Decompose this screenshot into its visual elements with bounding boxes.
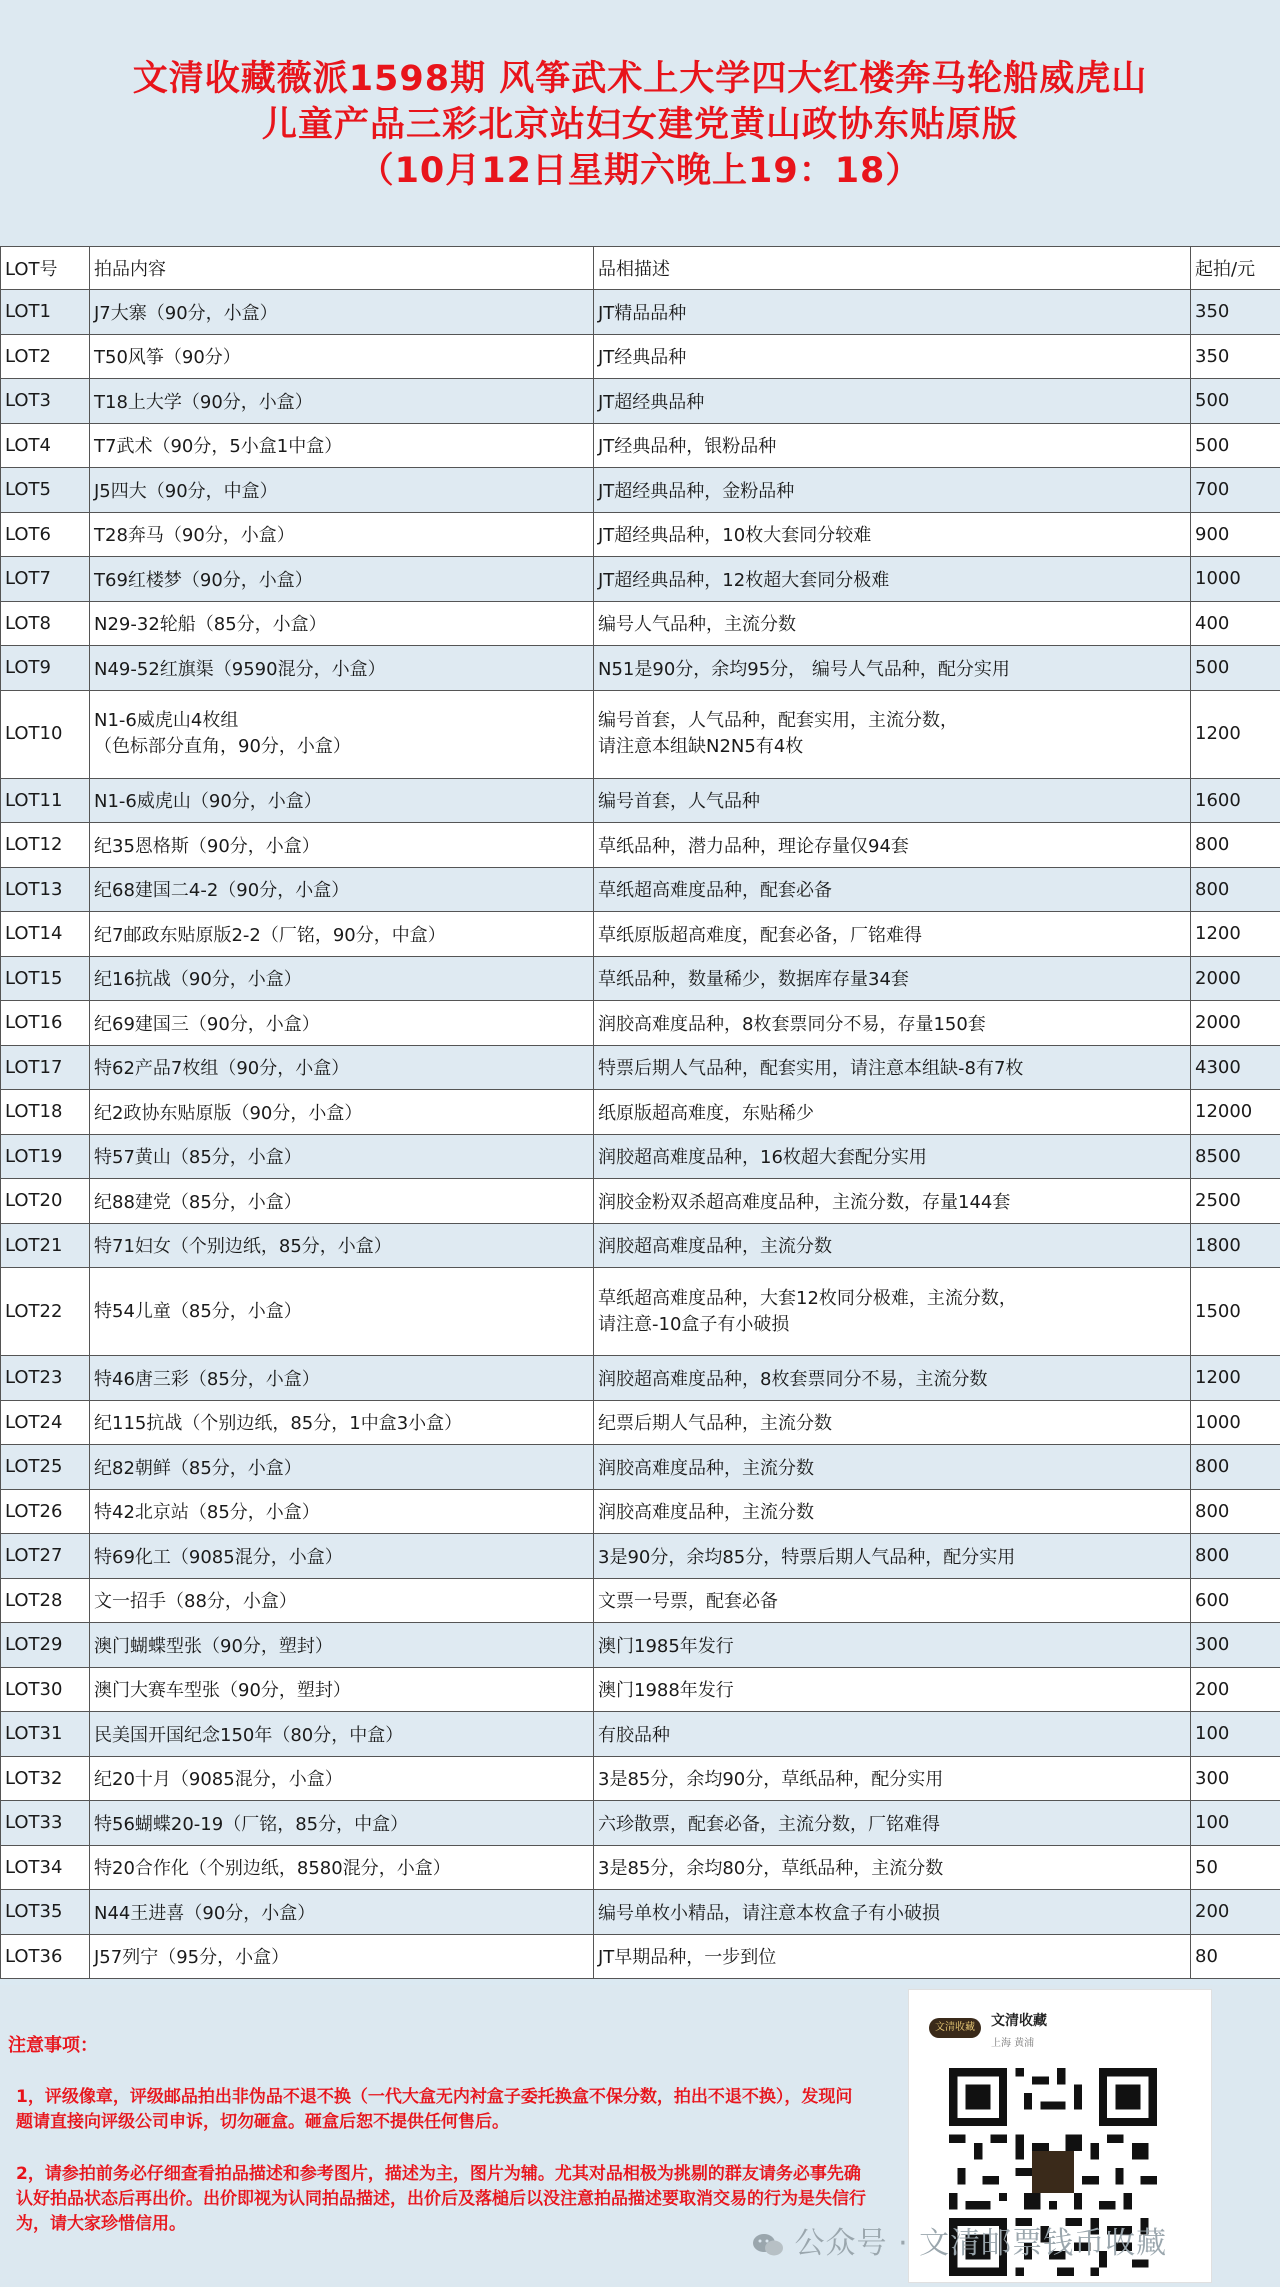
table-row [1,423,1280,468]
column-header-description: 品相描述 [594,247,1191,290]
description-cell: JT超经典品种 [594,379,1191,424]
table-row [1,1712,1280,1757]
item-cell: J57列宁（95分，小盒） [90,1934,594,1979]
description-cell: 编号人气品种，主流分数 [594,601,1191,646]
description-cell: JT超经典品种，12枚超大套同分极难 [594,557,1191,602]
table-row [1,867,1280,912]
item-cell: 特62产品7枚组（90分，小盒） [90,1045,594,1090]
price-cell: 100 [1191,1801,1280,1846]
table-row [1,1445,1280,1490]
price-cell: 350 [1191,290,1280,335]
lot-cell: LOT2 [1,334,90,379]
qr-account-location: 上海 黄浦 [991,2038,1035,2049]
wechat-icon [752,2232,784,2258]
item-cell: N1-6威虎山（90分，小盒） [90,778,594,823]
header-title-line1: 文清收藏薇派1598期 风筝武术上大学四大红楼奔马轮船威虎山 [132,59,1148,99]
notes-paragraph-2: 2，请参拍前务必仔细查看拍品描述和参考图片，描述为主，图片为辅。尤其对品相极为挑剔的群友请务必事先确认好拍品状态后再出价。出价即视为认同拍品描述，出价后及落槌后以没注意拍品描述要取消交易的行为是失信行为，请大家珍惜信用。 [16,2164,866,2234]
table-row [1,1578,1280,1623]
notes-paragraph-1: 1，评级像章，评级邮品拍出非伪品不退不换（一代大盒无内衬盒子委托换盒不保分数，拍出不退不换），发现问题请直接向评级公司申诉，切勿砸盒。砸盒后恕不提供任何售后。 [16,2087,853,2132]
price-cell: 1200 [1191,912,1280,957]
table-row [1,1534,1280,1579]
table-row [1,379,1280,424]
description-cell: N51是90分，余均95分， 编号人气品种，配分实用 [594,646,1191,691]
price-cell: 200 [1191,1667,1280,1712]
description-cell: 润胶高难度品种，8枚套票同分不易，存量150套 [594,1001,1191,1046]
price-cell: 1800 [1191,1223,1280,1268]
price-cell: 1500 [1191,1268,1280,1356]
lot-cell: LOT21 [1,1223,90,1268]
price-cell: 1200 [1191,1356,1280,1401]
item-cell: N49-52红旗渠（9590混分，小盒） [90,646,594,691]
table-row [1,290,1280,335]
table-row [1,1623,1280,1668]
price-cell: 800 [1191,1534,1280,1579]
lot-cell: LOT27 [1,1534,90,1579]
table-row [1,1356,1280,1401]
table-row [1,912,1280,957]
table-row [1,1890,1280,1935]
lot-cell: LOT11 [1,778,90,823]
item-cell: 纪82朝鲜（85分，小盒） [90,1445,594,1490]
description-cell: 草纸原版超高难度，配套必备，厂铭难得 [594,912,1191,957]
item-cell: 特57黄山（85分，小盒） [90,1134,594,1179]
item-cell: N1-6威虎山4枚组 （色标部分直角，90分，小盒） [90,690,594,778]
price-cell: 1200 [1191,690,1280,778]
description-cell: 润胶金粉双杀超高难度品种，主流分数，存量144套 [594,1179,1191,1224]
item-cell: 特20合作化（个别边纸，8580混分，小盒） [90,1845,594,1890]
item-cell: T50风筝（90分） [90,334,594,379]
qr-account-name: 文清收藏 [991,2013,1047,2029]
table-row [1,1845,1280,1890]
price-cell: 2000 [1191,1001,1280,1046]
lot-cell: LOT24 [1,1400,90,1445]
price-cell: 1000 [1191,1400,1280,1445]
table-row [1,1001,1280,1046]
table-row [1,1090,1280,1135]
lot-cell: LOT20 [1,1179,90,1224]
description-cell: JT经典品种 [594,334,1191,379]
header-date-line: （10月12日星期六晚上19：18） [358,151,922,191]
item-cell: 民美国开国纪念150年（80分，中盒） [90,1712,594,1757]
description-cell: 编号首套，人气品种 [594,778,1191,823]
table-row [1,468,1280,513]
lot-cell: LOT28 [1,1578,90,1623]
item-cell: 纪35恩格斯（90分，小盒） [90,823,594,868]
table-row [1,1179,1280,1224]
description-cell: 3是90分，余均85分，特票后期人气品种，配分实用 [594,1534,1191,1579]
item-cell: 特69化工（9085混分，小盒） [90,1534,594,1579]
price-cell: 800 [1191,1445,1280,1490]
item-cell: 澳门蝴蝶型张（90分，塑封） [90,1623,594,1668]
description-cell: JT超经典品种，10枚大套同分较难 [594,512,1191,557]
table-row [1,690,1280,778]
description-cell: 润胶超高难度品种，8枚套票同分不易，主流分数 [594,1356,1191,1401]
price-cell: 800 [1191,867,1280,912]
description-cell: 澳门1985年发行 [594,1623,1191,1668]
description-cell: 3是85分，余均90分，草纸品种，配分实用 [594,1756,1191,1801]
item-cell: 特54儿童（85分，小盒） [90,1268,594,1356]
lot-cell: LOT7 [1,557,90,602]
price-cell: 500 [1191,423,1280,468]
description-cell: 纪票后期人气品种，主流分数 [594,1400,1191,1445]
price-cell: 500 [1191,646,1280,691]
table-row [1,557,1280,602]
lot-cell: LOT16 [1,1001,90,1046]
lot-cell: LOT22 [1,1268,90,1356]
lot-cell: LOT23 [1,1356,90,1401]
description-cell: 编号单枚小精品，请注意本枚盒子有小破损 [594,1890,1191,1935]
price-cell: 300 [1191,1623,1280,1668]
item-cell: T28奔马（90分，小盒） [90,512,594,557]
price-cell: 300 [1191,1756,1280,1801]
lot-cell: LOT36 [1,1934,90,1979]
table-row [1,1934,1280,1979]
column-header-price: 起拍/元 [1191,247,1280,290]
item-cell: 纪20十月（9085混分，小盒） [90,1756,594,1801]
lot-cell: LOT15 [1,956,90,1001]
description-cell: 润胶高难度品种，主流分数 [594,1489,1191,1534]
item-cell: 纪16抗战（90分，小盒） [90,956,594,1001]
lot-cell: LOT5 [1,468,90,513]
lot-cell: LOT12 [1,823,90,868]
table-row [1,1756,1280,1801]
description-cell: 草纸超高难度品种，配套必备 [594,867,1191,912]
description-cell: 润胶超高难度品种，16枚超大套配分实用 [594,1134,1191,1179]
item-cell: 特56蝴蝶20-19（厂铭，85分，中盒） [90,1801,594,1846]
lot-cell: LOT13 [1,867,90,912]
price-cell: 500 [1191,379,1280,424]
item-cell: T69红楼梦（90分，小盒） [90,557,594,602]
lot-cell: LOT31 [1,1712,90,1757]
table-row [1,1134,1280,1179]
lot-cell: LOT4 [1,423,90,468]
item-cell: 特42北京站（85分，小盒） [90,1489,594,1534]
item-cell: T7武术（90分，5小盒1中盒） [90,423,594,468]
price-cell: 1600 [1191,778,1280,823]
column-header-item: 拍品内容 [90,247,594,290]
table-row [1,823,1280,868]
lot-cell: LOT19 [1,1134,90,1179]
notes-title: 注意事项： [8,2035,98,2056]
lot-cell: LOT29 [1,1623,90,1668]
description-cell: 六珍散票，配套必备，主流分数，厂铭难得 [594,1801,1191,1846]
lot-cell: LOT14 [1,912,90,957]
price-cell: 1000 [1191,557,1280,602]
item-cell: 特46唐三彩（85分，小盒） [90,1356,594,1401]
description-cell: 草纸超高难度品种，大套12枚同分极难，主流分数， 请注意-10盒子有小破损 [594,1268,1191,1356]
item-cell: 澳门大赛车型张（90分，塑封） [90,1667,594,1712]
description-cell: 草纸品种，数量稀少，数据库存量34套 [594,956,1191,1001]
description-cell: 3是85分，余均80分，草纸品种，主流分数 [594,1845,1191,1890]
description-cell: 润胶超高难度品种，主流分数 [594,1223,1191,1268]
item-cell: 纪88建党（85分，小盒） [90,1179,594,1224]
description-cell: JT超经典品种，金粉品种 [594,468,1191,513]
price-cell: 8500 [1191,1134,1280,1179]
item-cell: 纪115抗战（个别边纸，85分，1中盒3小盒） [90,1400,594,1445]
item-cell: T18上大学（90分，小盒） [90,379,594,424]
lot-cell: LOT34 [1,1845,90,1890]
lot-cell: LOT32 [1,1756,90,1801]
column-header-lot: LOT号 [1,247,90,290]
description-cell: JT精品品种 [594,290,1191,335]
brand-logo: 文清收藏 [929,2018,981,2038]
price-cell: 2000 [1191,956,1280,1001]
lot-cell: LOT33 [1,1801,90,1846]
lot-cell: LOT1 [1,290,90,335]
item-cell: N44王进喜（90分，小盒） [90,1890,594,1935]
table-row [1,601,1280,646]
price-cell: 900 [1191,512,1280,557]
description-cell: 特票后期人气品种，配套实用，请注意本组缺-8有7枚 [594,1045,1191,1090]
price-cell: 700 [1191,468,1280,513]
table-row [1,778,1280,823]
table-row [1,646,1280,691]
item-cell: 文一招手（88分，小盒） [90,1578,594,1623]
auction-table [0,246,1280,1979]
lot-cell: LOT35 [1,1890,90,1935]
price-cell: 800 [1191,1489,1280,1534]
table-body [1,290,1280,1979]
table-row [1,1045,1280,1090]
description-cell: 润胶高难度品种，主流分数 [594,1445,1191,1490]
table-row [1,1667,1280,1712]
lot-cell: LOT3 [1,379,90,424]
price-cell: 200 [1191,1890,1280,1935]
description-cell: 有胶品种 [594,1712,1191,1757]
table-row [1,1268,1280,1356]
table-header-row [1,247,1280,290]
watermark-text: 公众号 · 文清邮票钱币收藏 [794,2226,1168,2261]
item-cell: J5四大（90分，中盒） [90,468,594,513]
price-cell: 400 [1191,601,1280,646]
item-cell: 特71妇女（个别边纸，85分，小盒） [90,1223,594,1268]
table-row [1,1489,1280,1534]
price-cell: 12000 [1191,1090,1280,1135]
description-cell: JT经典品种，银粉品种 [594,423,1191,468]
description-cell: JT早期品种，一步到位 [594,1934,1191,1979]
description-cell: 澳门1988年发行 [594,1667,1191,1712]
price-cell: 50 [1191,1845,1280,1890]
lot-cell: LOT10 [1,690,90,778]
lot-cell: LOT8 [1,601,90,646]
description-cell: 文票一号票，配套必备 [594,1578,1191,1623]
table-row [1,956,1280,1001]
lot-cell: LOT26 [1,1489,90,1534]
description-cell: 草纸品种，潜力品种，理论存量仅94套 [594,823,1191,868]
price-cell: 800 [1191,823,1280,868]
description-cell: 纸原版超高难度，东贴稀少 [594,1090,1191,1135]
item-cell: 纪69建国三（90分，小盒） [90,1001,594,1046]
lot-cell: LOT6 [1,512,90,557]
description-cell: 编号首套，人气品种，配套实用，主流分数， 请注意本组缺N2N5有4枚 [594,690,1191,778]
table-row [1,512,1280,557]
table-row [1,1400,1280,1445]
lot-cell: LOT9 [1,646,90,691]
header-title-line2: 儿童产品三彩北京站妇女建党黄山政协东贴原版 [261,105,1018,145]
item-cell: 纪2政协东贴原版（90分，小盒） [90,1090,594,1135]
table-row [1,1223,1280,1268]
price-cell: 350 [1191,334,1280,379]
lot-cell: LOT18 [1,1090,90,1135]
lot-cell: LOT25 [1,1445,90,1490]
lot-cell: LOT17 [1,1045,90,1090]
price-cell: 2500 [1191,1179,1280,1224]
item-cell: 纪68建国二4-2（90分，小盒） [90,867,594,912]
lot-cell: LOT30 [1,1667,90,1712]
table-row [1,334,1280,379]
item-cell: J7大寨（90分，小盒） [90,290,594,335]
table-row [1,1801,1280,1846]
price-cell: 100 [1191,1712,1280,1757]
item-cell: N29-32轮船（85分，小盒） [90,601,594,646]
price-cell: 600 [1191,1578,1280,1623]
price-cell: 4300 [1191,1045,1280,1090]
price-cell: 80 [1191,1934,1280,1979]
page-header [0,0,1280,246]
item-cell: 纪7邮政东贴原版2-2（厂铭，90分，中盒） [90,912,594,957]
official-account-watermark [752,2218,1167,2262]
